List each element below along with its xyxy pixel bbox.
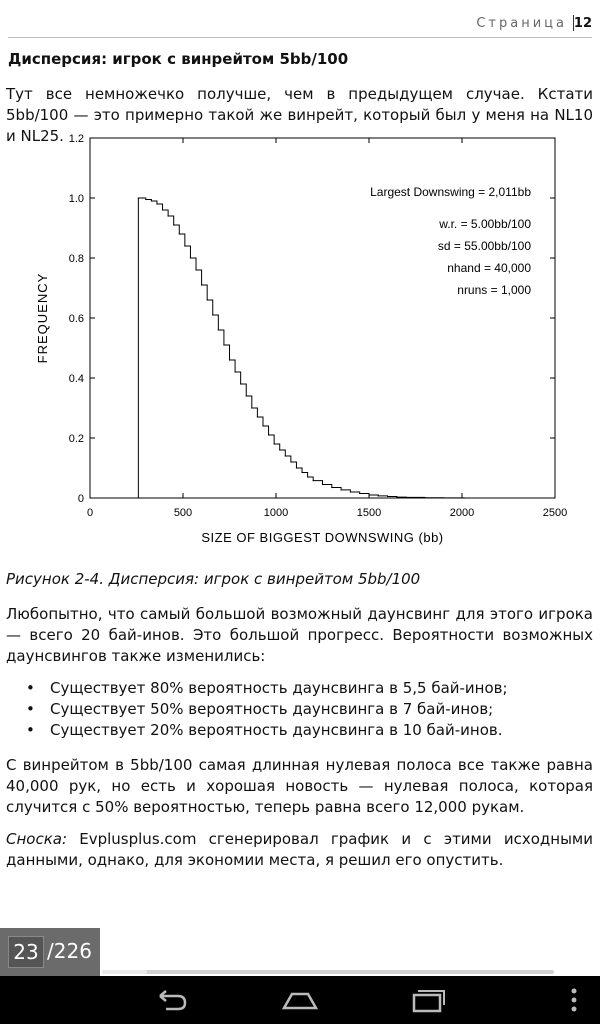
data-point: [443, 497, 444, 498]
paragraph-1: Любопытно, что самый большой возможный даунсвинг для этого игрока — всего 20 бай-инов. Это большой прогресс. Вероятности возможных даунсвингов также изменились:: [6, 605, 593, 665]
list-item: • Существует 80% вероятность даунсвинга в 5,5 бай-инов;: [6, 678, 508, 699]
data-point: [184, 245, 185, 246]
data-point: [251, 407, 252, 408]
data-point: [195, 269, 196, 270]
paragraph-2: С винрейтом в 5bb/100 самая длинная нулевая полоса все также равна 40,000 рук, но есть и хорошая новость — нулевая полоса, которая случится с 50% вероятностью, теперь равна всего 12,000 рукам.: [6, 756, 593, 816]
y-tick-label: 1.2: [68, 133, 84, 145]
data-point: [168, 215, 169, 216]
reading-progress-fill: [102, 970, 147, 974]
data-point: [396, 497, 397, 498]
x-tick-label: 2000: [449, 507, 475, 519]
chart-annotation: w.r. = 5.00bb/100: [439, 217, 531, 231]
data-point: [359, 493, 360, 494]
chart-annotation: Largest Downswing = 2,011bb: [370, 185, 531, 199]
x-tick-label: 1000: [263, 507, 289, 519]
bullet-list: [6, 678, 508, 741]
header-rule: [8, 37, 592, 38]
data-point: [262, 425, 263, 426]
downswing-chart: [0, 128, 600, 550]
x-axis-label: SIZE OF BIGGEST DOWNSWING (bb): [201, 530, 444, 545]
data-point: [350, 491, 351, 492]
chart-plot: [35, 133, 567, 545]
data-point: [387, 496, 388, 497]
data-point: [246, 395, 247, 396]
data-point: [190, 257, 191, 258]
page-label: Страница: [476, 16, 567, 31]
data-point: [240, 383, 241, 384]
x-tick-label: 0: [86, 507, 94, 519]
series-line: [138, 198, 464, 498]
data-point: [173, 224, 174, 225]
y-tick-label: 0: [77, 493, 84, 505]
data-point: [378, 495, 379, 496]
system-nav-bar: [0, 976, 600, 1024]
intro-paragraph: Тут все немножечко получше, чем в предыдущем случае. Кстати 5bb/100 — это примерно такой же винрейт, который был у меня на NL10 и NL25.: [6, 85, 593, 145]
data-point: [145, 199, 146, 200]
data-point: [257, 416, 258, 417]
x-tick-label: 1500: [356, 507, 382, 519]
data-point: [341, 489, 342, 490]
data-point: [313, 480, 314, 481]
data-point: [296, 467, 297, 468]
data-point: [274, 443, 275, 444]
page-counter[interactable]: [0, 928, 100, 976]
footnote-text: Evplusplus.com сгенерировал график и с этими исходными данными, однако, для экономии места, я решил его опустить.: [6, 830, 593, 869]
current-page[interactable]: 23: [8, 936, 44, 968]
footnote-label: Сноска:: [6, 830, 68, 848]
list-item: • Существует 50% вероятность даунсвинга в 7 бай-инов;: [6, 699, 508, 720]
y-tick-label: 0.2: [68, 433, 84, 445]
data-point: [229, 359, 230, 360]
data-point: [179, 233, 180, 234]
page-number: 12: [573, 16, 592, 31]
data-point: [212, 314, 213, 315]
back-icon[interactable]: [152, 986, 192, 1014]
data-point: [207, 299, 208, 300]
data-point: [331, 487, 332, 488]
data-point: [141, 197, 142, 198]
section-heading: Дисперсия: игрок с винрейтом 5bb/100: [8, 50, 349, 68]
data-point: [290, 461, 291, 462]
data-point: [234, 371, 235, 372]
data-point: [279, 449, 280, 450]
data-point: [151, 200, 152, 201]
data-point: [322, 484, 323, 485]
y-tick-label: 1.0: [68, 193, 84, 205]
data-point: [218, 329, 219, 330]
data-point: [138, 197, 139, 198]
y-tick-label: 0.8: [68, 253, 84, 265]
menu-icon[interactable]: [554, 986, 594, 1014]
chart-annotation: sd = 55.00bb/100: [437, 239, 531, 253]
figure-caption: Рисунок 2-4. Дисперсия: игрок с винрейтом 5bb/100: [6, 570, 421, 588]
recent-apps-icon[interactable]: [408, 986, 448, 1014]
page-header: [0, 10, 600, 42]
data-point: [162, 209, 163, 210]
data-point: [201, 284, 202, 285]
data-point: [424, 497, 425, 498]
data-point: [301, 472, 302, 473]
x-tick-label: 2500: [542, 507, 568, 519]
data-point: [156, 203, 157, 204]
data-point: [368, 494, 369, 495]
x-tick-label: 500: [173, 507, 193, 519]
y-tick-label: 0.6: [68, 313, 84, 325]
data-point: [307, 476, 308, 477]
y-axis-label: FREQUENCY: [35, 272, 50, 364]
chart-annotation: nruns = 1,000: [457, 283, 531, 297]
footnote: [6, 829, 593, 871]
data-point: [406, 497, 407, 498]
data-point: [268, 434, 269, 435]
reading-progress-bar[interactable]: [102, 970, 554, 974]
data-point: [463, 497, 464, 498]
chart-annotation: nhand = 40,000: [447, 261, 531, 275]
home-icon[interactable]: [280, 986, 320, 1014]
data-point: [285, 455, 286, 456]
list-item: • Существует 20% вероятность даунсвинга в 10 бай-инов.: [6, 720, 508, 741]
data-point: [223, 344, 224, 345]
total-pages: /226: [47, 939, 92, 963]
y-tick-label: 0.4: [68, 373, 84, 385]
